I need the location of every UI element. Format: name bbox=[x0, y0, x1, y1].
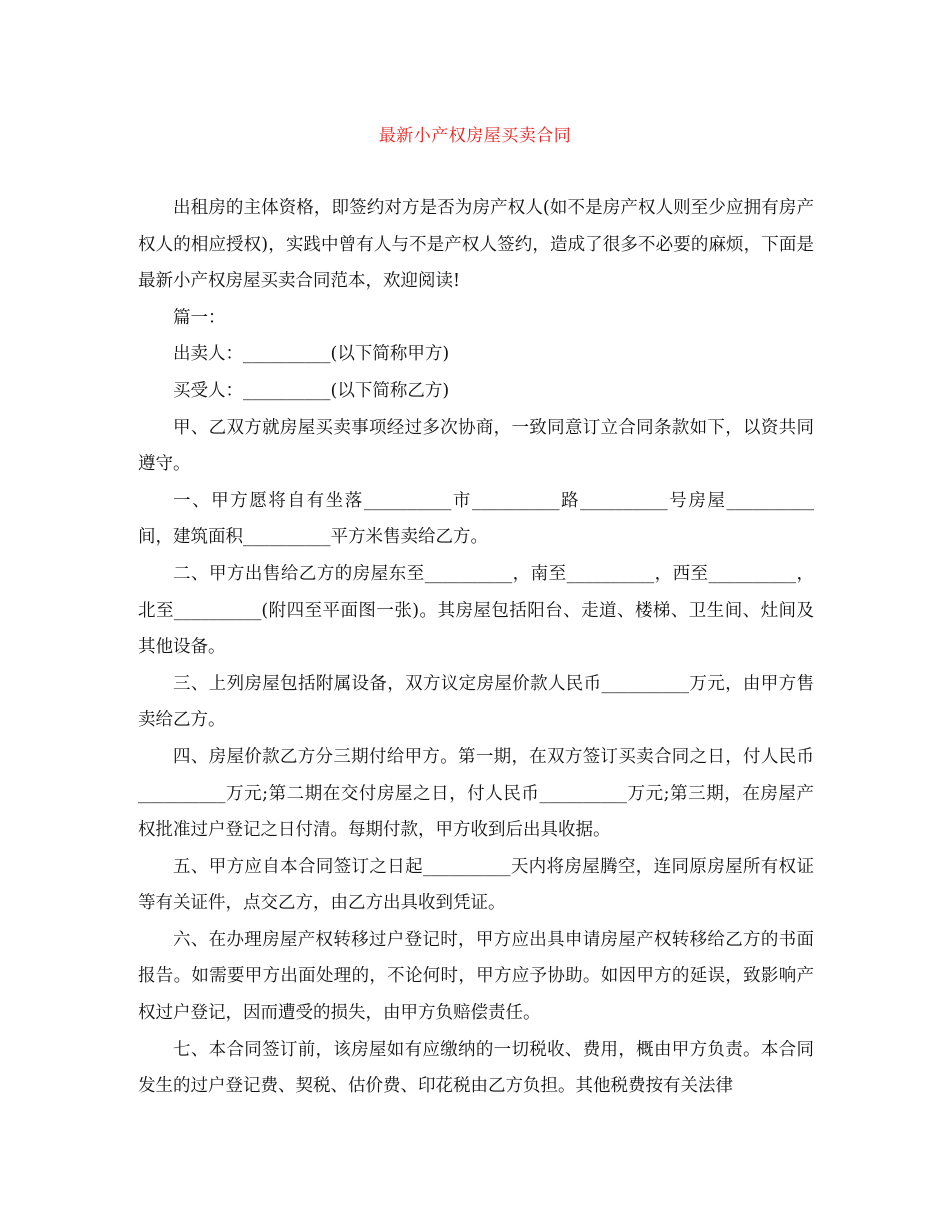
section-heading: 篇一： bbox=[173, 307, 226, 328]
clause-3: 三、上列房屋包括附属设备，双方议定房屋价款人民币__________万元，由甲方售卖给乙方。 bbox=[138, 673, 814, 731]
clause-7: 七、本合同签订前，该房屋如有应缴纳的一切税收、费用，概由甲方负责。本合同发生的过户登记费、契税、估价费、印花税由乙方负担。其他税费按有关法律 bbox=[138, 1039, 814, 1097]
clause-5: 五、甲方应自本合同签订之日起__________天内将房屋腾空，连同原房屋所有权证等有关证件，点交乙方，由乙方出具收到凭证。 bbox=[138, 856, 814, 914]
document-body bbox=[138, 190, 814, 1105]
preamble-paragraph: 甲、乙双方就房屋买卖事项经过多次协商，一致同意订立合同条款如下，以资共同遵守。 bbox=[138, 417, 814, 475]
clause-6: 六、在办理房屋产权转移过户登记时，甲方应出具申请房屋产权转移给乙方的书面报告。如需要甲方出面处理的，不论何时，甲方应予协助。如因甲方的延误，致影响产权过户登记，因而遭受的损失，由甲方负赔偿责任。 bbox=[138, 929, 814, 1024]
clause-4: 四、房屋价款乙方分三期付给甲方。第一期，在双方签订买卖合同之日，付人民币__________万元;第二期在交付房屋之日，付人民币__________万元;第三期，在房屋产权批准过户登记之日付清。每期付款，甲方收到后出具收据。 bbox=[138, 746, 814, 841]
clause-2: 二、甲方出售给乙方的房屋东至__________，南至__________，西至__________，北至__________(附四至平面图一张)。其房屋包括阳台、走道、楼梯、卫生间、灶间及其他设备。 bbox=[138, 563, 814, 658]
seller-line: 出卖人：__________(以下简称甲方) bbox=[173, 344, 450, 365]
clause-1: 一、甲方愿将自有坐落__________市__________路__________号房屋__________间，建筑面积__________平方米售卖给乙方。 bbox=[138, 490, 814, 548]
document-title: 最新小产权房屋买卖合同 bbox=[378, 126, 572, 146]
intro-paragraph: 出租房的主体资格，即签约对方是否为房产权人(如不是房产权人则至少应拥有房产权人的相应授权)，实践中曾有人与不是产权人签约，造成了很多不必要的麻烦，下面是最新小产权房屋买卖合同范本，欢迎阅读! bbox=[138, 198, 814, 292]
buyer-line: 买受人：__________(以下简称乙方) bbox=[173, 380, 450, 401]
